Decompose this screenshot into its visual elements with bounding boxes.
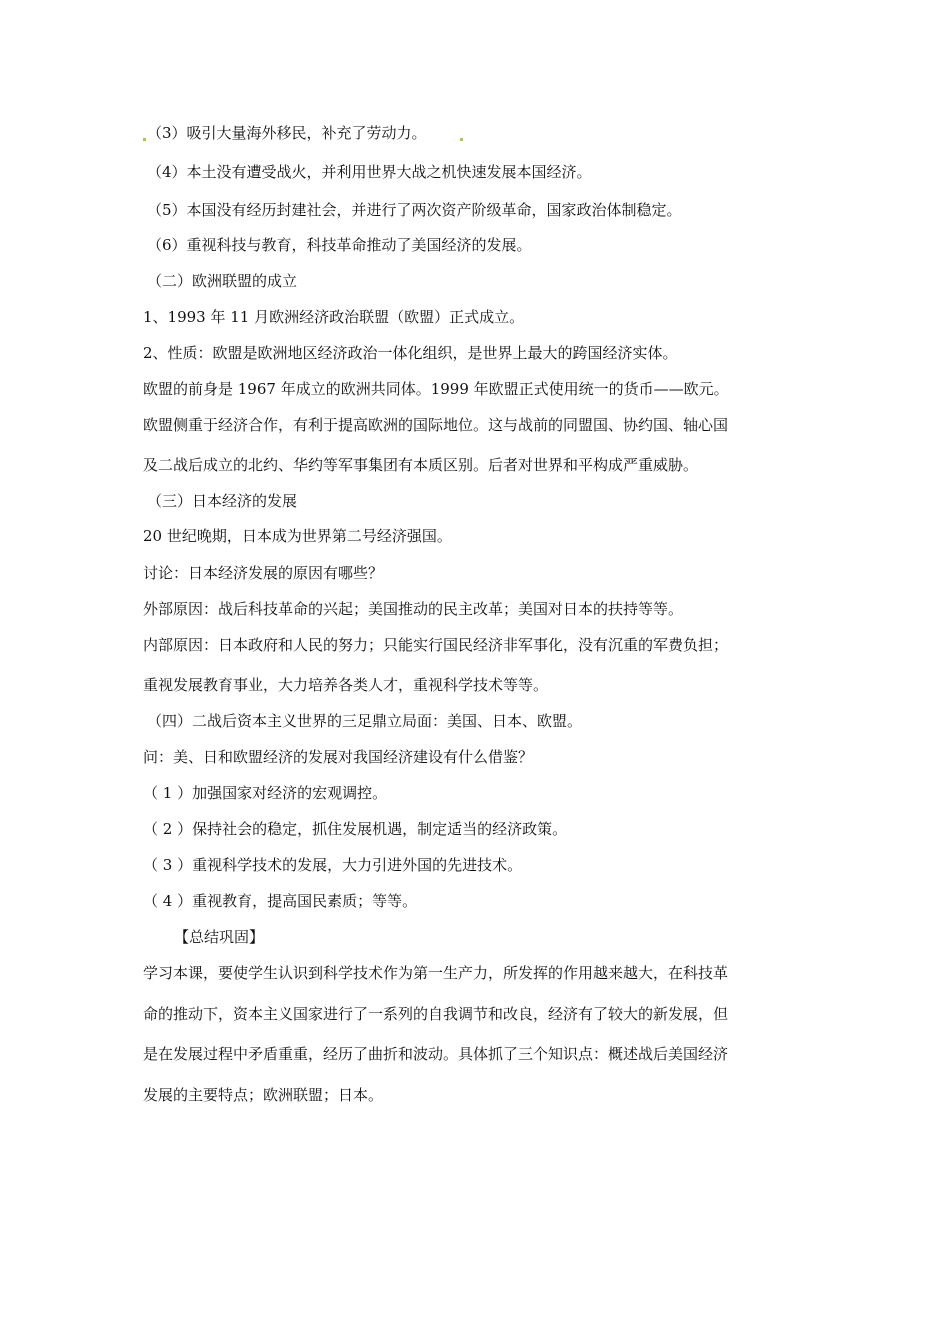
marker-dot (460, 138, 463, 141)
summary-line-3: 是在发展过程中矛盾重重，经历了曲折和波动。具体抓了三个知识点：概述战后美国经济 (143, 1045, 729, 1063)
answer-item-4: （ 4 ）重视教育，提高国民素质；等等。 (143, 892, 418, 910)
summary-line-1: 学习本课，要使学生认识到科学技术作为第一生产力，所发挥的作用越来越大，在科技革 (143, 964, 729, 982)
text-line-2: （4）本土没有遭受战火，并利用世界大战之机快速发展本国经济。 (147, 163, 592, 181)
text-line-12: 20 世纪晚期，日本成为世界第二号经济强国。 (143, 527, 452, 545)
section-heading-japan: （三）日本经济的发展 (147, 492, 298, 510)
section-heading-tripolar: （四）二战后资本主义世界的三足鼎立局面：美国、日本、欧盟。 (147, 712, 583, 730)
text-line-6: 1、1993 年 11 月欧洲经济政治联盟（欧盟）正式成立。 (143, 308, 525, 326)
summary-line-4: 发展的主要特点；欧洲联盟；日本。 (143, 1086, 384, 1104)
text-line-8: 欧盟的前身是 1967 年成立的欧洲共同体。1999 年欧盟正式使用统一的货币——欧元。 (143, 380, 729, 398)
answer-item-3: （ 3 ）重视科学技术的发展，大力引进外国的先进技术。 (143, 856, 523, 874)
text-line-7: 2、性质：欧盟是欧洲地区经济政治一体化组织，是世界上最大的跨国经济实体。 (143, 344, 678, 362)
text-line-16: 重视发展教育事业，大力培养各类人才，重视科学技术等等。 (143, 676, 549, 694)
text-line-10: 及二战后成立的北约、华约等军事集团有本质区别。后者对世界和平构成严重威胁。 (143, 456, 699, 474)
answer-item-2: （ 2 ）保持社会的稳定，抓住发展机遇，制定适当的经济政策。 (143, 820, 568, 838)
answer-item-1: （ 1 ）加强国家对经济的宏观调控。 (143, 784, 388, 802)
summary-line-2: 命的推动下，资本主义国家进行了一系列的自我调节和改良，经济有了较大的新发展，但 (143, 1005, 729, 1023)
text-line-1: （3）吸引大量海外移民，补充了劳动力。 (147, 124, 427, 142)
section-heading-eu: （二）欧洲联盟的成立 (147, 272, 298, 290)
text-line-9: 欧盟侧重于经济合作，有利于提高欧洲的国际地位。这与战前的同盟国、协约国、轴心国 (143, 416, 729, 434)
question-line: 问：美、日和欧盟经济的发展对我国经济建设有什么借鉴？ (143, 748, 534, 766)
text-line-4: （6）重视科技与教育，科技革命推动了美国经济的发展。 (147, 236, 532, 254)
text-line-14: 外部原因：战后科技革命的兴起；美国推动的民主改革；美国对日本的扶持等等。 (143, 600, 684, 618)
summary-heading: 【总结巩固】 (174, 928, 265, 946)
text-line-3: （5）本国没有经历封建社会，并进行了两次资产阶级革命，国家政治体制稳定。 (147, 201, 682, 219)
text-line-13: 讨论：日本经济发展的原因有哪些？ (143, 564, 384, 582)
text-line-15: 内部原因：日本政府和人民的努力；只能实行国民经济非军事化，没有沉重的军费负担； (143, 636, 729, 654)
marker-dot (143, 138, 146, 141)
